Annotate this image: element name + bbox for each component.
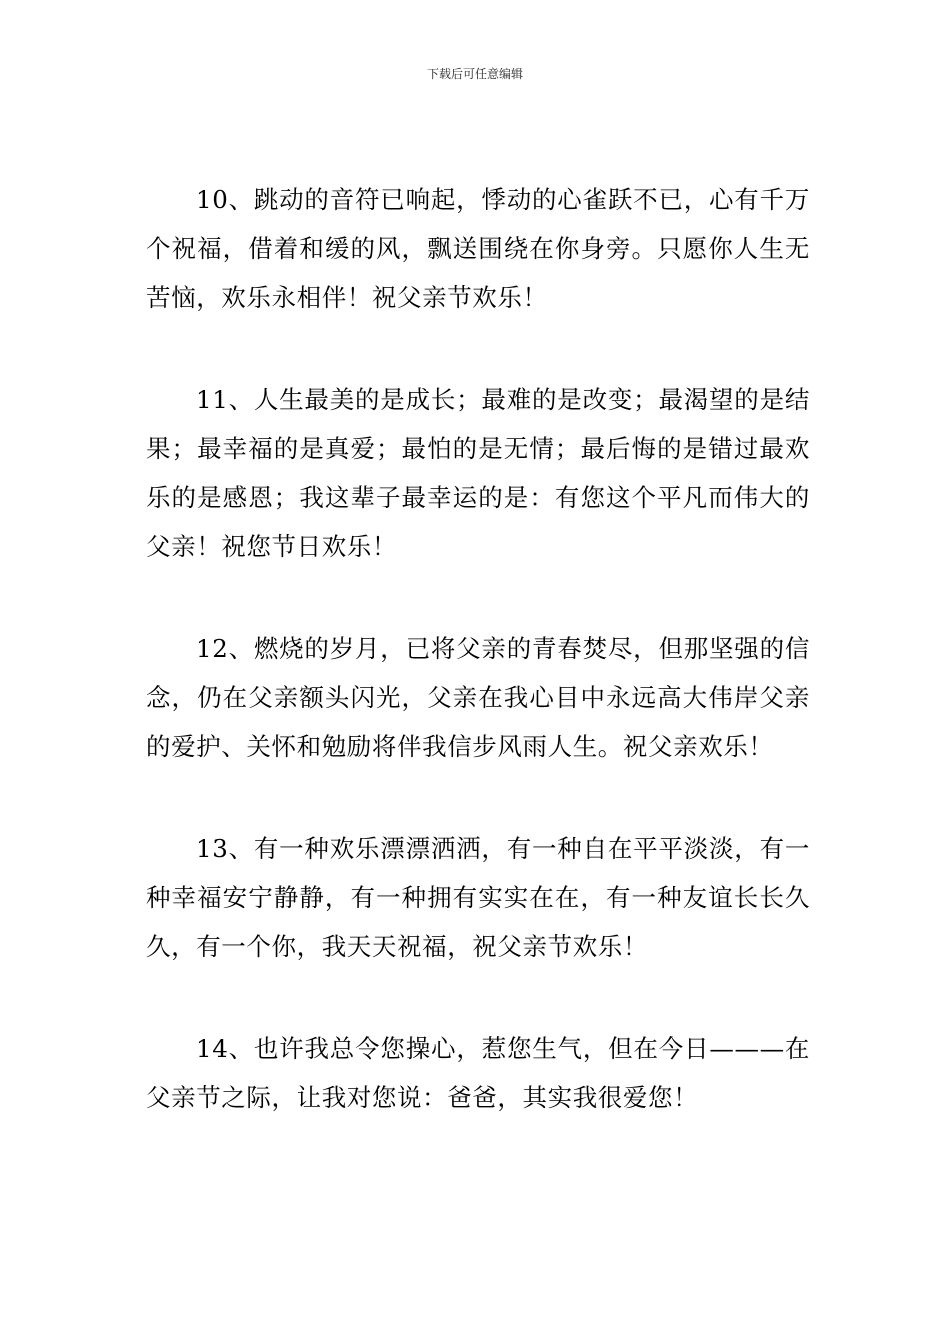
paragraph-10: 10、跳动的音符已响起，悸动的心雀跃不已，心有千万个祝福，借着和缓的风，飘送围绕在你身旁。只愿你人生无苦恼，欢乐永相伴！祝父亲节欢乐！ [146, 185, 810, 312]
paragraph-13: 13、有一种欢乐漂漂洒洒，有一种自在平平淡淡，有一种幸福安宁静静，有一种拥有实实在在，有一种友谊长长久久，有一个你，我天天祝福，祝父亲节欢乐！ [146, 834, 810, 961]
paragraph-11: 11、人生最美的是成长；最难的是改变；最渴望的是结果；最幸福的是真爱；最怕的是无情；最后悔的是错过最欢乐的是感恩；我这辈子最幸运的是：有您这个平凡而伟大的父亲！祝您节日欢乐！ [146, 385, 810, 561]
paragraph-12: 12、燃烧的岁月，已将父亲的青春焚尽，但那坚强的信念，仍在父亲额头闪光，父亲在我心目中永远高大伟岸父亲的爱护、关怀和勉励将伴我信步风雨人生。祝父亲欢乐！ [146, 634, 810, 761]
paragraph-14: 14、也许我总令您操心，惹您生气，但在今日———在父亲节之际，让我对您说：爸爸，其实我很爱您！ [146, 1034, 810, 1112]
page-header: 下载后可任意编辑 [426, 67, 523, 81]
document-body [146, 175, 810, 1122]
